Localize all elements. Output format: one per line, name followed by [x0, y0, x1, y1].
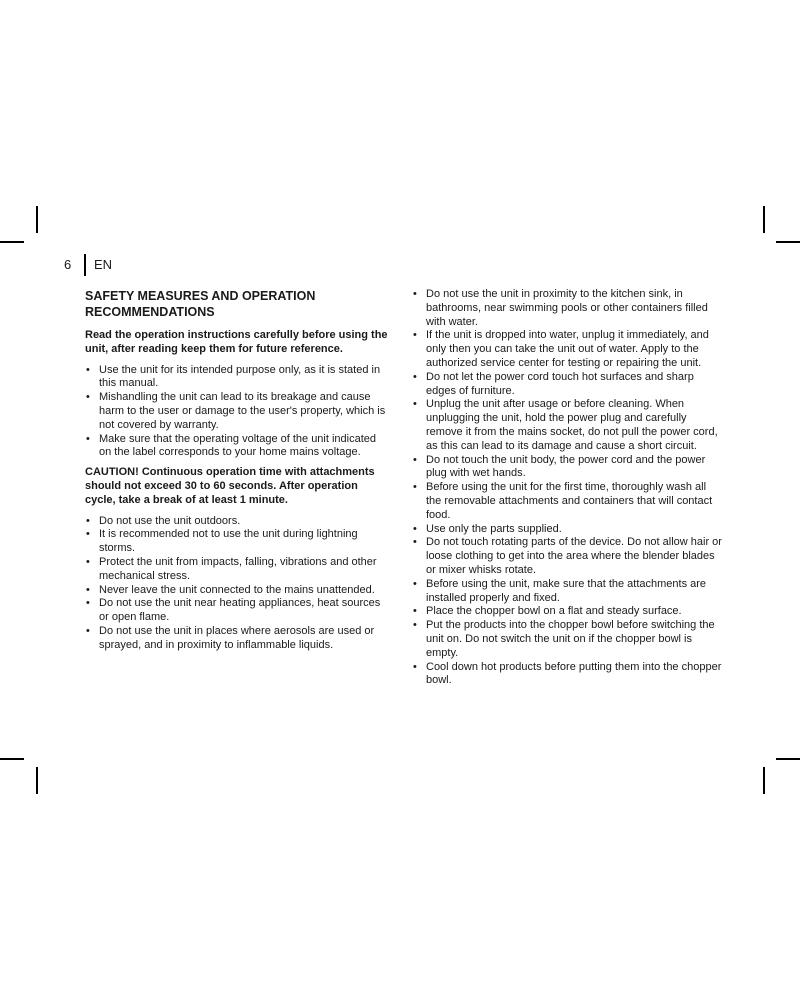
crop-mark [763, 206, 765, 233]
crop-mark [0, 241, 24, 243]
list-item: • Do not use the unit outdoors. [85, 515, 390, 529]
list-item: • Use the unit for its intended purpose only, as it is stated in this manual. [85, 364, 390, 392]
list-item: • Cool down hot products before putting them into the chopper bowl. [412, 661, 722, 689]
list-item: • Put the products into the chopper bowl before switching the unit on. Do not switch the unit on if the chopper bowl is empty. [412, 619, 722, 660]
list-item: • Do not use the unit near heating appliances, heat sources or open flame. [85, 597, 390, 625]
list-item: • Mishandling the unit can lead to its breakage and cause harm to the user or damage to the user's property, which is not covered by warranty. [85, 391, 390, 432]
crop-mark [763, 767, 765, 794]
safety-list-2 [85, 515, 390, 653]
language-label: EN [94, 257, 113, 272]
list-item: • Protect the unit from impacts, falling, vibrations and other mechanical stress. [85, 556, 390, 584]
list-item: • Do not touch rotating parts of the device. Do not allow hair or loose clothing to get into the area where the blender blades or mixer whisks rotate. [412, 536, 722, 577]
list-item: • Place the chopper bowl on a flat and steady surface. [412, 605, 722, 619]
crop-mark [776, 241, 800, 243]
list-item: • Never leave the unit connected to the mains unattended. [85, 584, 390, 598]
section-title: SAFETY MEASURES AND OPERATION RECOMMENDATIONS [85, 289, 316, 319]
list-item: • Do not use the unit in places where aerosols are used or sprayed, and in proximity to inflammable liquids. [85, 625, 390, 653]
list-item: • Do not touch the unit body, the power cord and the power plug with wet hands. [412, 454, 722, 482]
list-item: • Before using the unit, make sure that the attachments are installed properly and fixed. [412, 578, 722, 606]
caution-paragraph: CAUTION! Continuous operation time with attachments should not exceed 30 to 60 seconds. After operation cycle, take a break of at least 1 minute. [85, 466, 375, 506]
left-column [85, 288, 390, 659]
list-item: • Do not use the unit in proximity to the kitchen sink, in bathrooms, near swimming pools or other containers filled with water. [412, 288, 722, 329]
list-item: • If the unit is dropped into water, unplug it immediately, and only then you can take the unit out of water. Apply to the authorized service center for testing or repairing the unit. [412, 329, 722, 370]
safety-list-3 [412, 288, 722, 688]
intro-paragraph: Read the operation instructions carefully before using the unit, after reading keep them for future reference. [85, 329, 388, 355]
right-column [412, 288, 722, 694]
safety-list-1 [85, 364, 390, 461]
header-divider [84, 254, 86, 276]
list-item: • Unplug the unit after usage or before cleaning. When unplugging the unit, hold the power plug and carefully remove it from the mains socket, do not pull the power cord, as this can lead to its damage and cause a short circuit. [412, 398, 722, 453]
crop-mark [36, 767, 38, 794]
page-number: 6 [64, 257, 72, 272]
list-item: • Use only the parts supplied. [412, 523, 722, 537]
list-item: • It is recommended not to use the unit during lightning storms. [85, 528, 390, 556]
crop-mark [776, 758, 800, 760]
list-item: • Do not let the power cord touch hot surfaces and sharp edges of furniture. [412, 371, 722, 399]
crop-mark [0, 758, 24, 760]
crop-mark [36, 206, 38, 233]
list-item: • Before using the unit for the first time, thoroughly wash all the removable attachments and containers that will contact food. [412, 481, 722, 522]
list-item: • Make sure that the operating voltage of the unit indicated on the label corresponds to your home mains voltage. [85, 433, 390, 461]
